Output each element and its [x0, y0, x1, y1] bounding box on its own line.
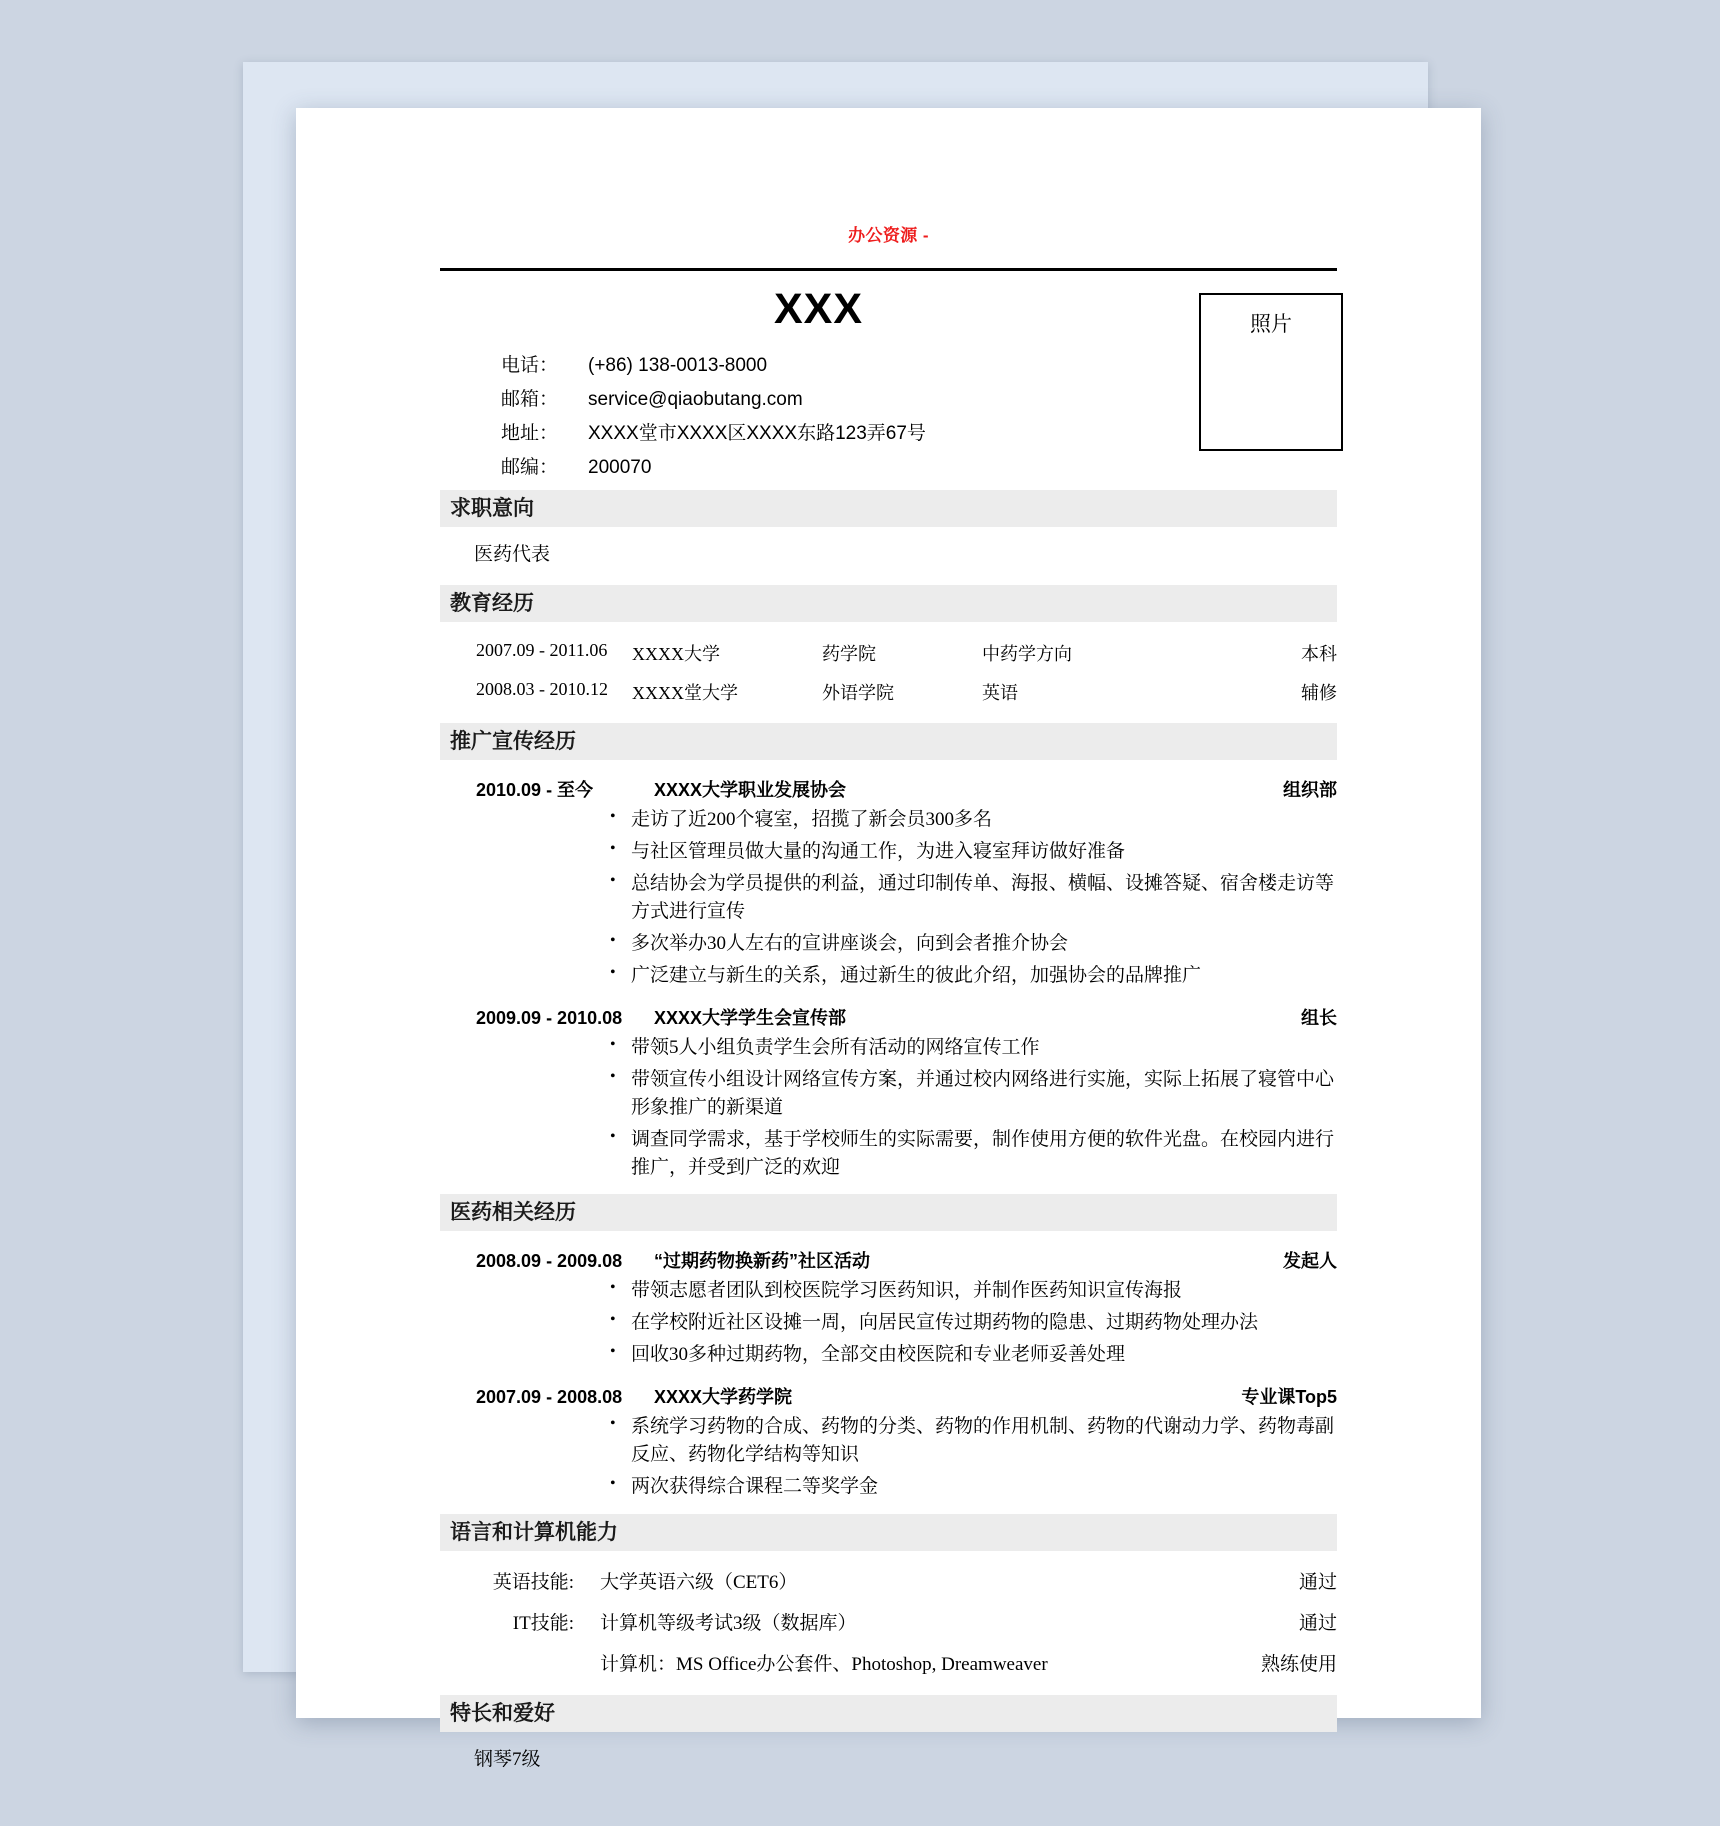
education-degree: 辅修 — [1301, 683, 1337, 704]
experience-organization: XXXX大学职业发展协会 — [654, 780, 847, 801]
list-item: • 回收30多种过期药物，全部交由校医院和专业老师妥善处理 — [608, 1341, 1337, 1373]
education-date: 2008.03 - 2010.12 — [476, 679, 608, 700]
contact-label-postcode: 邮编： — [500, 456, 558, 478]
experience-entry — [440, 1383, 1337, 1505]
experience-bullet-list — [440, 1413, 1337, 1505]
experience-header — [440, 1004, 1337, 1030]
experience-bullet-list — [440, 1277, 1337, 1373]
education-major: 英语 — [982, 683, 1018, 704]
list-item: • 多次举办30人左右的宣讲座谈会，向到会者推介协会 — [608, 930, 1337, 962]
skill-status: 通过 — [1298, 1613, 1337, 1634]
skill-status: 熟练使用 — [1260, 1654, 1337, 1675]
list-item: • 走访了近200个寝室，招揽了新会员300多名 — [608, 806, 1337, 838]
list-item: • 与社区管理员做大量的沟通工作，为进入寝室拜访做好准备 — [608, 838, 1337, 870]
contact-value-phone: (+86) 138-0013-8000 — [588, 355, 768, 377]
skill-label — [440, 1645, 600, 1686]
hobbies-value: 钢琴7级 — [474, 1749, 541, 1770]
education-table — [440, 636, 1337, 714]
list-item: • 带领宣传小组设计网络宣传方案，并通过校内网络进行实施，实际上拓展了寝管中心形象推广的新渠道 — [608, 1066, 1337, 1126]
skill-label: 英语技能: — [492, 1572, 574, 1593]
experience-bullet-list — [440, 806, 1337, 994]
section-header-objective: 求职意向 — [440, 490, 1337, 527]
list-item: • 在学校附近社区设摊一周，向居民宣传过期药物的隐患、过期药物处理办法 — [608, 1309, 1337, 1341]
resume-content — [440, 268, 1337, 1787]
education-degree: 本科 — [1301, 644, 1337, 665]
section-body-skills — [440, 1551, 1337, 1692]
contact-row-email — [440, 386, 926, 420]
education-college: 药学院 — [822, 644, 876, 665]
experience-header — [440, 776, 1337, 802]
experience-entry — [440, 1247, 1337, 1373]
contact-table — [440, 352, 926, 487]
photo-placeholder-box — [1199, 293, 1343, 451]
experience-organization: XXXX大学学生会宣传部 — [654, 1007, 847, 1028]
education-school: XXXX大学 — [632, 644, 720, 665]
experience-entry — [440, 1004, 1337, 1186]
experience-date: 2008.09 - 2009.08 — [476, 1251, 623, 1272]
section-body-hobbies — [440, 1732, 1337, 1787]
contact-value-postcode: 200070 — [588, 456, 652, 478]
experience-organization: “过期药物换新药”社区活动 — [654, 1251, 870, 1272]
education-school: XXXX堂大学 — [632, 683, 738, 704]
section-header-education: 教育经历 — [440, 585, 1337, 622]
header-block — [440, 271, 1337, 487]
experience-date: 2009.09 - 2010.08 — [476, 1007, 623, 1028]
section-body-pharma — [440, 1231, 1337, 1511]
experience-entry — [440, 776, 1337, 994]
education-college: 外语学院 — [822, 683, 894, 704]
experience-role: 发起人 — [1283, 1251, 1337, 1272]
experience-organization: XXXX大学药学院 — [654, 1387, 793, 1408]
contact-value-address: XXXX堂市XXXX区XXXX东路123弄67号 — [588, 422, 926, 444]
candidate-name: XXX — [773, 285, 864, 333]
experience-date: 2010.09 - 至今 — [476, 780, 594, 801]
skills-table — [440, 1563, 1337, 1686]
section-body-objective — [440, 527, 1337, 582]
photo-placeholder-label: 照片 — [1250, 312, 1292, 336]
section-body-promotion — [440, 760, 1337, 1191]
skill-value: 大学英语六级（CET6） — [600, 1572, 798, 1593]
resume-page — [296, 108, 1481, 1770]
list-item: • 调查同学需求，基于学校师生的实际需要，制作使用方便的软件光盘。在校园内进行推广，并受到广泛的欢迎 — [608, 1126, 1337, 1186]
section-header-skills: 语言和计算机能力 — [440, 1514, 1337, 1551]
table-row — [440, 675, 1337, 714]
list-item: • 系统学习药物的合成、药物的分类、药物的作用机制、药物的代谢动力学、药物毒副反应、药物化学结构等知识 — [608, 1413, 1337, 1473]
education-date: 2007.09 - 2011.06 — [476, 640, 608, 661]
section-body-education — [440, 622, 1337, 720]
contact-label-phone: 电话： — [500, 355, 558, 377]
skill-value: 计算机：MS Office办公套件、Photoshop, Dreamweaver — [600, 1654, 1048, 1675]
table-row — [440, 1604, 1337, 1645]
skill-label: IT技能: — [512, 1613, 574, 1634]
skill-status: 通过 — [1298, 1572, 1337, 1593]
contact-row-address — [440, 420, 926, 454]
section-header-hobbies: 特长和爱好 — [440, 1695, 1337, 1732]
list-item: • 广泛建立与新生的关系，通过新生的彼此介绍，加强协会的品牌推广 — [608, 962, 1337, 994]
list-item: • 总结协会为学员提供的利益，通过印制传单、海报、横幅、设摊答疑、宿舍楼走访等方式进行宣传 — [608, 870, 1337, 930]
contact-row-phone — [440, 352, 926, 386]
section-header-promotion: 推广宣传经历 — [440, 723, 1337, 760]
experience-bullet-list — [440, 1034, 1337, 1186]
experience-role: 专业课Top5 — [1241, 1387, 1337, 1408]
table-row — [440, 1645, 1337, 1686]
contact-value-email: service@qiaobutang.com — [588, 388, 803, 410]
list-item: • 带领5人小组负责学生会所有活动的网络宣传工作 — [608, 1034, 1337, 1066]
table-row — [440, 1563, 1337, 1604]
list-item: • 两次获得综合课程二等奖学金 — [608, 1473, 1337, 1505]
skill-value: 计算机等级考试3级（数据库） — [600, 1613, 857, 1634]
experience-date: 2007.09 - 2008.08 — [476, 1387, 623, 1408]
contact-label-email: 邮箱： — [500, 388, 558, 410]
experience-role: 组织部 — [1283, 780, 1337, 801]
list-item: • 带领志愿者团队到校医院学习医药知识，并制作医药知识宣传海报 — [608, 1277, 1337, 1309]
contact-row-postcode — [440, 454, 926, 488]
watermark-text: 办公资源 - — [848, 226, 929, 245]
education-major: 中药学方向 — [982, 644, 1072, 665]
section-header-pharma: 医药相关经历 — [440, 1194, 1337, 1231]
experience-role: 组长 — [1301, 1007, 1337, 1028]
experience-header — [440, 1383, 1337, 1409]
objective-value: 医药代表 — [474, 544, 551, 566]
experience-header — [440, 1247, 1337, 1273]
table-row — [440, 636, 1337, 675]
contact-label-address: 地址： — [500, 422, 558, 444]
